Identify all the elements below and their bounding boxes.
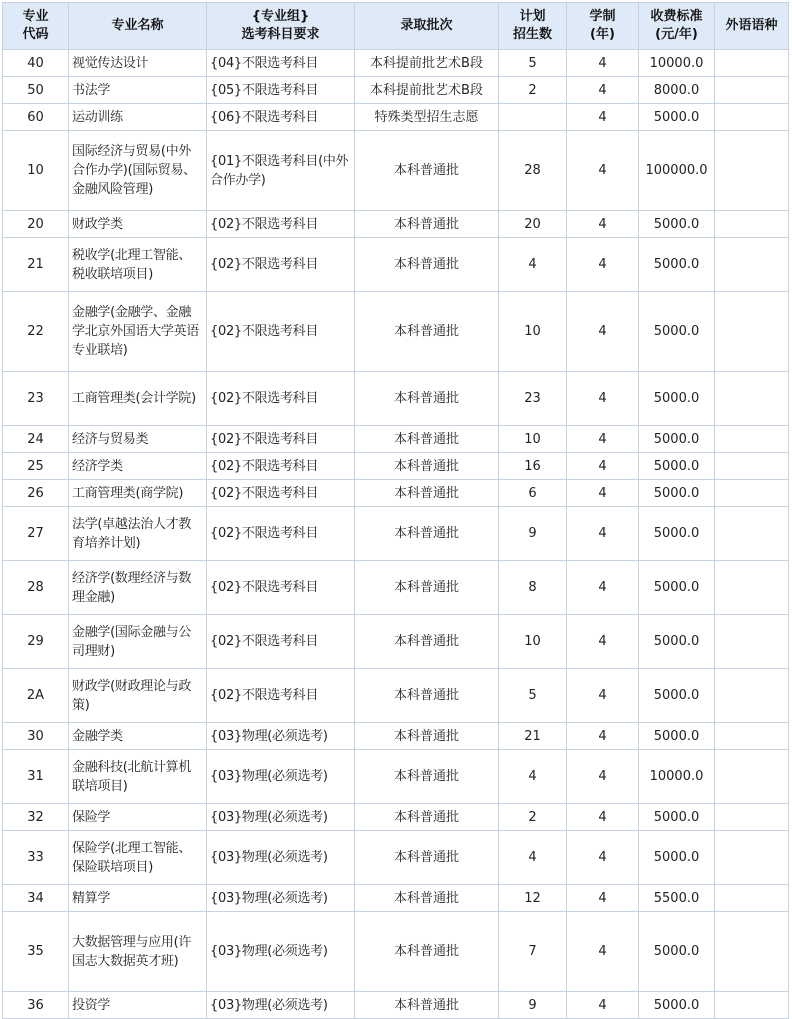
cell-subject: {03}物理(必须选考) xyxy=(207,831,355,885)
cell-code: 20 xyxy=(3,211,69,238)
cell-code: 24 xyxy=(3,426,69,453)
cell-subject: {02}不限选考科目 xyxy=(207,480,355,507)
cell-subject: {04}不限选考科目 xyxy=(207,50,355,77)
table-row xyxy=(3,750,789,804)
cell-lang xyxy=(715,669,789,723)
cell-lang xyxy=(715,211,789,238)
cell-years: 4 xyxy=(567,453,639,480)
header-group-label: {专业组} 选考科目要求 xyxy=(241,9,320,42)
cell-fee: 5000.0 xyxy=(639,615,715,669)
header-years xyxy=(567,3,639,50)
table-row xyxy=(3,131,789,211)
cell-years: 4 xyxy=(567,104,639,131)
cell-years: 4 xyxy=(567,292,639,372)
cell-plan: 16 xyxy=(499,453,567,480)
table-row xyxy=(3,992,789,1019)
cell-lang xyxy=(715,131,789,211)
cell-code: 30 xyxy=(3,723,69,750)
table-row xyxy=(3,372,789,426)
cell-fee: 10000.0 xyxy=(639,750,715,804)
cell-lang xyxy=(715,992,789,1019)
table-row xyxy=(3,50,789,77)
cell-subject: {03}物理(必须选考) xyxy=(207,912,355,992)
cell-lang xyxy=(715,831,789,885)
table-row xyxy=(3,912,789,992)
cell-years: 4 xyxy=(567,750,639,804)
cell-code: 40 xyxy=(3,50,69,77)
header-code-label: 专业 代码 xyxy=(22,9,49,42)
cell-plan: 9 xyxy=(499,992,567,1019)
cell-plan xyxy=(499,104,567,131)
cell-fee: 5000.0 xyxy=(639,238,715,292)
cell-subject: {03}物理(必须选考) xyxy=(207,723,355,750)
cell-lang xyxy=(715,507,789,561)
cell-batch: 本科普通批 xyxy=(355,750,499,804)
header-years-label: 学制 (年) xyxy=(589,9,616,42)
cell-lang xyxy=(715,50,789,77)
cell-years: 4 xyxy=(567,723,639,750)
table-header-row xyxy=(3,3,789,50)
cell-code: 22 xyxy=(3,292,69,372)
cell-name: 视觉传达设计 xyxy=(69,50,207,77)
cell-batch: 本科普通批 xyxy=(355,615,499,669)
cell-subject: {01}不限选考科目(中外合作办学) xyxy=(207,131,355,211)
cell-subject: {02}不限选考科目 xyxy=(207,238,355,292)
cell-batch: 本科普通批 xyxy=(355,912,499,992)
cell-subject: {02}不限选考科目 xyxy=(207,453,355,480)
cell-fee: 5500.0 xyxy=(639,885,715,912)
cell-years: 4 xyxy=(567,131,639,211)
cell-code: 10 xyxy=(3,131,69,211)
table-row xyxy=(3,211,789,238)
cell-batch: 特殊类型招生志愿 xyxy=(355,104,499,131)
cell-plan: 4 xyxy=(499,238,567,292)
cell-name: 财政学(财政理论与政策) xyxy=(69,669,207,723)
cell-code: 35 xyxy=(3,912,69,992)
cell-name: 经济与贸易类 xyxy=(69,426,207,453)
cell-plan: 28 xyxy=(499,131,567,211)
cell-name: 投资学 xyxy=(69,992,207,1019)
cell-name: 财政学类 xyxy=(69,211,207,238)
table-row xyxy=(3,507,789,561)
cell-name: 税收学(北理工智能、税收联培项目) xyxy=(69,238,207,292)
cell-years: 4 xyxy=(567,77,639,104)
cell-code: 34 xyxy=(3,885,69,912)
cell-subject: {02}不限选考科目 xyxy=(207,426,355,453)
header-lang xyxy=(715,3,789,50)
cell-name: 书法学 xyxy=(69,77,207,104)
cell-fee: 10000.0 xyxy=(639,50,715,77)
header-batch xyxy=(355,3,499,50)
cell-fee: 5000.0 xyxy=(639,372,715,426)
cell-fee: 5000.0 xyxy=(639,804,715,831)
cell-batch: 本科普通批 xyxy=(355,561,499,615)
table-row xyxy=(3,831,789,885)
cell-batch: 本科普通批 xyxy=(355,426,499,453)
table-row xyxy=(3,615,789,669)
cell-lang xyxy=(715,77,789,104)
cell-batch: 本科普通批 xyxy=(355,480,499,507)
table-row xyxy=(3,426,789,453)
table-row xyxy=(3,480,789,507)
cell-plan: 7 xyxy=(499,912,567,992)
cell-batch: 本科普通批 xyxy=(355,372,499,426)
cell-name: 国际经济与贸易(中外合作办学)(国际贸易、金融风险管理) xyxy=(69,131,207,211)
cell-batch: 本科普通批 xyxy=(355,992,499,1019)
cell-years: 4 xyxy=(567,669,639,723)
cell-name: 保险学 xyxy=(69,804,207,831)
cell-years: 4 xyxy=(567,426,639,453)
cell-subject: {02}不限选考科目 xyxy=(207,561,355,615)
cell-code: 2A xyxy=(3,669,69,723)
header-group xyxy=(207,3,355,50)
cell-name: 法学(卓越法治人才教育培养计划) xyxy=(69,507,207,561)
cell-years: 4 xyxy=(567,885,639,912)
header-plan xyxy=(499,3,567,50)
cell-years: 4 xyxy=(567,831,639,885)
cell-years: 4 xyxy=(567,50,639,77)
cell-code: 23 xyxy=(3,372,69,426)
cell-years: 4 xyxy=(567,992,639,1019)
cell-fee: 5000.0 xyxy=(639,292,715,372)
cell-code: 36 xyxy=(3,992,69,1019)
cell-subject: {03}物理(必须选考) xyxy=(207,992,355,1019)
cell-plan: 4 xyxy=(499,831,567,885)
cell-lang xyxy=(715,453,789,480)
cell-name: 金融学(国际金融与公司理财) xyxy=(69,615,207,669)
cell-fee: 5000.0 xyxy=(639,104,715,131)
cell-batch: 本科普通批 xyxy=(355,453,499,480)
cell-subject: {02}不限选考科目 xyxy=(207,669,355,723)
cell-batch: 本科普通批 xyxy=(355,238,499,292)
cell-lang xyxy=(715,104,789,131)
header-name-label: 专业名称 xyxy=(111,18,164,33)
cell-code: 33 xyxy=(3,831,69,885)
cell-subject: {02}不限选考科目 xyxy=(207,615,355,669)
cell-plan: 4 xyxy=(499,750,567,804)
cell-plan: 23 xyxy=(499,372,567,426)
cell-name: 保险学(北理工智能、保险联培项目) xyxy=(69,831,207,885)
cell-code: 21 xyxy=(3,238,69,292)
cell-plan: 21 xyxy=(499,723,567,750)
table-row xyxy=(3,669,789,723)
table-body xyxy=(3,50,789,1019)
cell-batch: 本科普通批 xyxy=(355,885,499,912)
cell-name: 大数据管理与应用(许国志大数据英才班) xyxy=(69,912,207,992)
cell-plan: 20 xyxy=(499,211,567,238)
header-batch-label: 录取批次 xyxy=(400,18,453,33)
cell-years: 4 xyxy=(567,804,639,831)
table-row xyxy=(3,453,789,480)
cell-batch: 本科提前批艺术B段 xyxy=(355,50,499,77)
cell-batch: 本科普通批 xyxy=(355,211,499,238)
cell-years: 4 xyxy=(567,561,639,615)
cell-fee: 5000.0 xyxy=(639,831,715,885)
cell-name: 经济学类 xyxy=(69,453,207,480)
cell-name: 经济学(数理经济与数理金融) xyxy=(69,561,207,615)
cell-fee: 5000.0 xyxy=(639,669,715,723)
cell-code: 50 xyxy=(3,77,69,104)
cell-subject: {03}物理(必须选考) xyxy=(207,750,355,804)
cell-code: 25 xyxy=(3,453,69,480)
cell-plan: 10 xyxy=(499,426,567,453)
table-row xyxy=(3,238,789,292)
cell-name: 工商管理类(商学院) xyxy=(69,480,207,507)
cell-name: 金融学类 xyxy=(69,723,207,750)
cell-fee: 5000.0 xyxy=(639,211,715,238)
cell-lang xyxy=(715,615,789,669)
cell-plan: 12 xyxy=(499,885,567,912)
cell-batch: 本科普通批 xyxy=(355,292,499,372)
cell-fee: 5000.0 xyxy=(639,507,715,561)
cell-subject: {02}不限选考科目 xyxy=(207,211,355,238)
cell-lang xyxy=(715,238,789,292)
cell-code: 27 xyxy=(3,507,69,561)
cell-fee: 5000.0 xyxy=(639,912,715,992)
cell-batch: 本科普通批 xyxy=(355,131,499,211)
cell-fee: 5000.0 xyxy=(639,561,715,615)
cell-lang xyxy=(715,292,789,372)
cell-batch: 本科普通批 xyxy=(355,804,499,831)
cell-plan: 6 xyxy=(499,480,567,507)
header-fee-label: 收费标准 (元/年) xyxy=(650,9,703,42)
cell-code: 29 xyxy=(3,615,69,669)
cell-subject: {02}不限选考科目 xyxy=(207,292,355,372)
cell-name: 金融学(金融学、金融学北京外国语大学英语专业联培) xyxy=(69,292,207,372)
cell-years: 4 xyxy=(567,211,639,238)
cell-batch: 本科普通批 xyxy=(355,669,499,723)
cell-years: 4 xyxy=(567,507,639,561)
cell-plan: 10 xyxy=(499,615,567,669)
cell-years: 4 xyxy=(567,480,639,507)
header-fee xyxy=(639,3,715,50)
cell-code: 32 xyxy=(3,804,69,831)
cell-plan: 2 xyxy=(499,77,567,104)
cell-batch: 本科普通批 xyxy=(355,831,499,885)
table-row xyxy=(3,104,789,131)
cell-lang xyxy=(715,723,789,750)
cell-fee: 5000.0 xyxy=(639,480,715,507)
cell-lang xyxy=(715,372,789,426)
header-lang-label: 外语语种 xyxy=(725,18,778,33)
cell-plan: 5 xyxy=(499,669,567,723)
table-row xyxy=(3,885,789,912)
cell-name: 精算学 xyxy=(69,885,207,912)
cell-years: 4 xyxy=(567,615,639,669)
table-row xyxy=(3,723,789,750)
cell-name: 工商管理类(会计学院) xyxy=(69,372,207,426)
cell-lang xyxy=(715,561,789,615)
cell-batch: 本科普通批 xyxy=(355,507,499,561)
cell-fee: 100000.0 xyxy=(639,131,715,211)
cell-fee: 5000.0 xyxy=(639,426,715,453)
cell-plan: 2 xyxy=(499,804,567,831)
table-row xyxy=(3,804,789,831)
cell-name: 运动训练 xyxy=(69,104,207,131)
cell-fee: 5000.0 xyxy=(639,992,715,1019)
cell-code: 31 xyxy=(3,750,69,804)
cell-years: 4 xyxy=(567,912,639,992)
table-row xyxy=(3,561,789,615)
cell-subject: {02}不限选考科目 xyxy=(207,372,355,426)
header-code xyxy=(3,3,69,50)
cell-lang xyxy=(715,912,789,992)
cell-subject: {03}物理(必须选考) xyxy=(207,885,355,912)
cell-code: 28 xyxy=(3,561,69,615)
cell-fee: 8000.0 xyxy=(639,77,715,104)
cell-subject: {03}物理(必须选考) xyxy=(207,804,355,831)
cell-lang xyxy=(715,750,789,804)
cell-plan: 8 xyxy=(499,561,567,615)
cell-years: 4 xyxy=(567,238,639,292)
cell-plan: 10 xyxy=(499,292,567,372)
cell-code: 60 xyxy=(3,104,69,131)
header-name xyxy=(69,3,207,50)
cell-years: 4 xyxy=(567,372,639,426)
cell-plan: 5 xyxy=(499,50,567,77)
cell-subject: {02}不限选考科目 xyxy=(207,507,355,561)
cell-lang xyxy=(715,426,789,453)
cell-batch: 本科普通批 xyxy=(355,723,499,750)
cell-lang xyxy=(715,804,789,831)
cell-subject: {06}不限选考科目 xyxy=(207,104,355,131)
table-row xyxy=(3,77,789,104)
cell-batch: 本科提前批艺术B段 xyxy=(355,77,499,104)
cell-fee: 5000.0 xyxy=(639,453,715,480)
cell-code: 26 xyxy=(3,480,69,507)
header-plan-label: 计划 招生数 xyxy=(512,9,552,42)
cell-subject: {05}不限选考科目 xyxy=(207,77,355,104)
cell-lang xyxy=(715,885,789,912)
cell-lang xyxy=(715,480,789,507)
cell-name: 金融科技(北航计算机联培项目) xyxy=(69,750,207,804)
admission-plan-table xyxy=(2,2,789,1019)
cell-plan: 9 xyxy=(499,507,567,561)
table-row xyxy=(3,292,789,372)
cell-fee: 5000.0 xyxy=(639,723,715,750)
